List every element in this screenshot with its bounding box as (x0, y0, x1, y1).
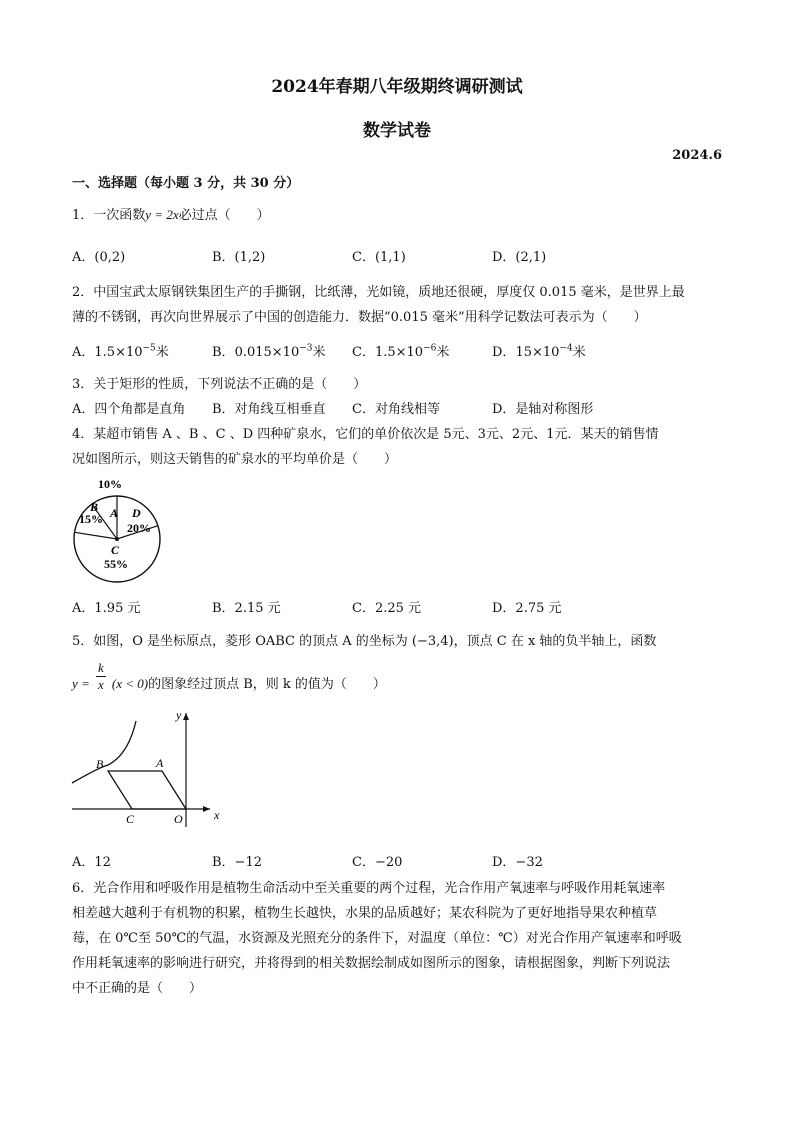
q1-option-b[interactable]: B．(1,2) (212, 250, 266, 265)
q2-option-b[interactable] (212, 341, 326, 360)
y-axis-label: y (176, 708, 182, 722)
q5-frac-num: k (97, 660, 104, 675)
pie-b-label: B (90, 500, 99, 514)
question-6-line3: 莓，在 0℃至 50℃的气温，水资源及光照充分的条件下，对温度（单位：℃）对光合作用产氧速率和呼吸 (72, 931, 682, 946)
exam-date: 2024.6 (672, 148, 722, 163)
question-4-line2: 况如图所示，则这天销售的矿泉水的平均单价是（ ） (72, 452, 398, 467)
question-2-line1: 2．中国宝武太原钢铁集团生产的手撕钢，比纸薄，光如镜，质地还很硬，厚度仅 0.015 毫米，是世界上最 (72, 285, 685, 300)
q1-stem-math: y = 2x (145, 207, 179, 222)
point-a-label: A (156, 756, 164, 770)
q3-option-c[interactable]: C．对角线相等 (352, 402, 440, 417)
point-c-label: C (126, 812, 135, 826)
q2-c-unit: 米 (436, 345, 450, 360)
q4-option-c[interactable]: C．2.25 元 (352, 601, 422, 616)
question-6-line5: 中不正确的是（ ） (72, 981, 203, 996)
question-1 (72, 204, 270, 223)
pie-center (115, 537, 119, 541)
pie-b-percent: 15% (79, 512, 103, 526)
point-o-label: O (174, 812, 183, 826)
rhombus-oabc (108, 771, 186, 809)
point-b-label: B (96, 757, 104, 771)
q2-a-base: 1.5×10 (94, 345, 143, 360)
q4-option-b[interactable]: B．2.15 元 (212, 601, 281, 616)
q5-line2-text: 的图象经过顶点 B，则 k 的值为（ ） (148, 677, 386, 692)
q2-option-c[interactable] (352, 341, 449, 360)
question-6-line4: 作用耗氧速率的影响进行研究，并将得到的相关数据绘制成如图所示的图象，请根据图象，判断下列说法 (72, 956, 671, 971)
q1-option-c[interactable]: C．(1,1) (352, 250, 406, 265)
q5-option-a[interactable]: A．12 (72, 855, 111, 870)
question-6-line2: 相差越大越利于有机物的积累，植物生长越快，水果的品质越好；某农科院为了更好地指导果农种植草 (72, 906, 658, 921)
q3-option-a[interactable]: A．四个角都是直角 (72, 402, 186, 417)
pie-d-label: D (132, 506, 141, 520)
q2-b-exp: −3 (299, 343, 313, 354)
pie-c-label: C (111, 543, 120, 557)
rhombus-figure (70, 705, 230, 830)
q2-c-base: 1.5×10 (374, 345, 424, 360)
q2-a-label: A． (72, 345, 95, 360)
q4-option-d[interactable]: D．2.75 元 (492, 601, 562, 616)
q3-option-b[interactable]: B．对角线互相垂直 (212, 402, 326, 417)
q5-option-d[interactable]: D．−32 (492, 855, 543, 870)
y-axis-arrow (183, 713, 189, 720)
q2-b-label: B． (212, 345, 235, 360)
section-heading: 一、选择题（每小题 3 分，共 30 分） (72, 176, 300, 191)
pie-chart (70, 472, 170, 584)
q4-option-a[interactable]: A．1.95 元 (72, 601, 141, 616)
exam-title: 2024年春期八年级期终调研测试 (271, 77, 523, 97)
x-axis-arrow (203, 806, 210, 812)
q5-frac-lhs: y = (72, 676, 90, 691)
q1-option-a[interactable]: A．(0,2) (72, 250, 126, 265)
exam-subtitle: 数学试卷 (363, 121, 431, 141)
question-6-line1: 6．光合作用和呼吸作用是植物生命活动中至关重要的两个过程，光合作用产氧速率与呼吸作用耗氧速率 (72, 881, 666, 896)
q1-stem-a: 1．一次函数 (72, 208, 146, 223)
q2-option-d[interactable] (492, 341, 586, 360)
q2-option-a[interactable] (72, 341, 169, 360)
q5-fraction (96, 660, 106, 693)
q2-c-label: C． (352, 345, 375, 360)
hyperbola-curve (72, 721, 136, 783)
pie-a-label: A (110, 506, 119, 520)
q2-d-exp: −4 (559, 343, 573, 354)
question-3: 3．关于矩形的性质，下列说法不正确的是（ ） (72, 377, 367, 392)
q2-b-unit: 米 (312, 345, 326, 360)
q1-option-d[interactable]: D．(2,1) (492, 250, 547, 265)
q3-option-d[interactable]: D．是轴对称图形 (492, 402, 594, 417)
q2-d-unit: 米 (572, 345, 586, 360)
q2-b-base: 0.015×10 (234, 345, 300, 360)
pie-d-percent: 20% (127, 521, 151, 535)
q2-a-exp: −5 (142, 343, 156, 354)
q2-c-exp: −6 (423, 343, 437, 354)
question-4-line1: 4．某超市销售 A 、B 、C 、D 四种矿泉水，它们的单价依次是 5元、3元、2元、1元．某天的销售情 (72, 427, 659, 442)
question-5-line2 (72, 660, 386, 696)
question-5-line1: 5．如图，O 是坐标原点，菱形 OABC 的顶点 A 的坐标为 (−3,4)，顶点 C 在 x 轴的负半轴上，函数 (72, 634, 657, 649)
q5-frac-cond: (x < 0) (111, 676, 149, 691)
q1-stem-b: 必过点（ ） (178, 208, 270, 223)
q2-a-unit: 米 (155, 345, 169, 360)
pie-c-percent: 55% (104, 557, 128, 571)
q5-frac-den: x (97, 677, 104, 692)
q5-option-b[interactable]: B．−12 (212, 855, 262, 870)
question-2-line2: 薄的不锈钢，再次向世界展示了中国的创造能力．数据“0.015 毫米”用科学记数法可表示为（ ） (72, 310, 647, 325)
q2-d-label: D． (492, 345, 516, 360)
q5-option-c[interactable]: C．−20 (352, 855, 403, 870)
pie-a-percent: 10% (98, 477, 122, 491)
x-axis-label: x (214, 808, 220, 822)
q2-d-base: 15×10 (515, 345, 560, 360)
